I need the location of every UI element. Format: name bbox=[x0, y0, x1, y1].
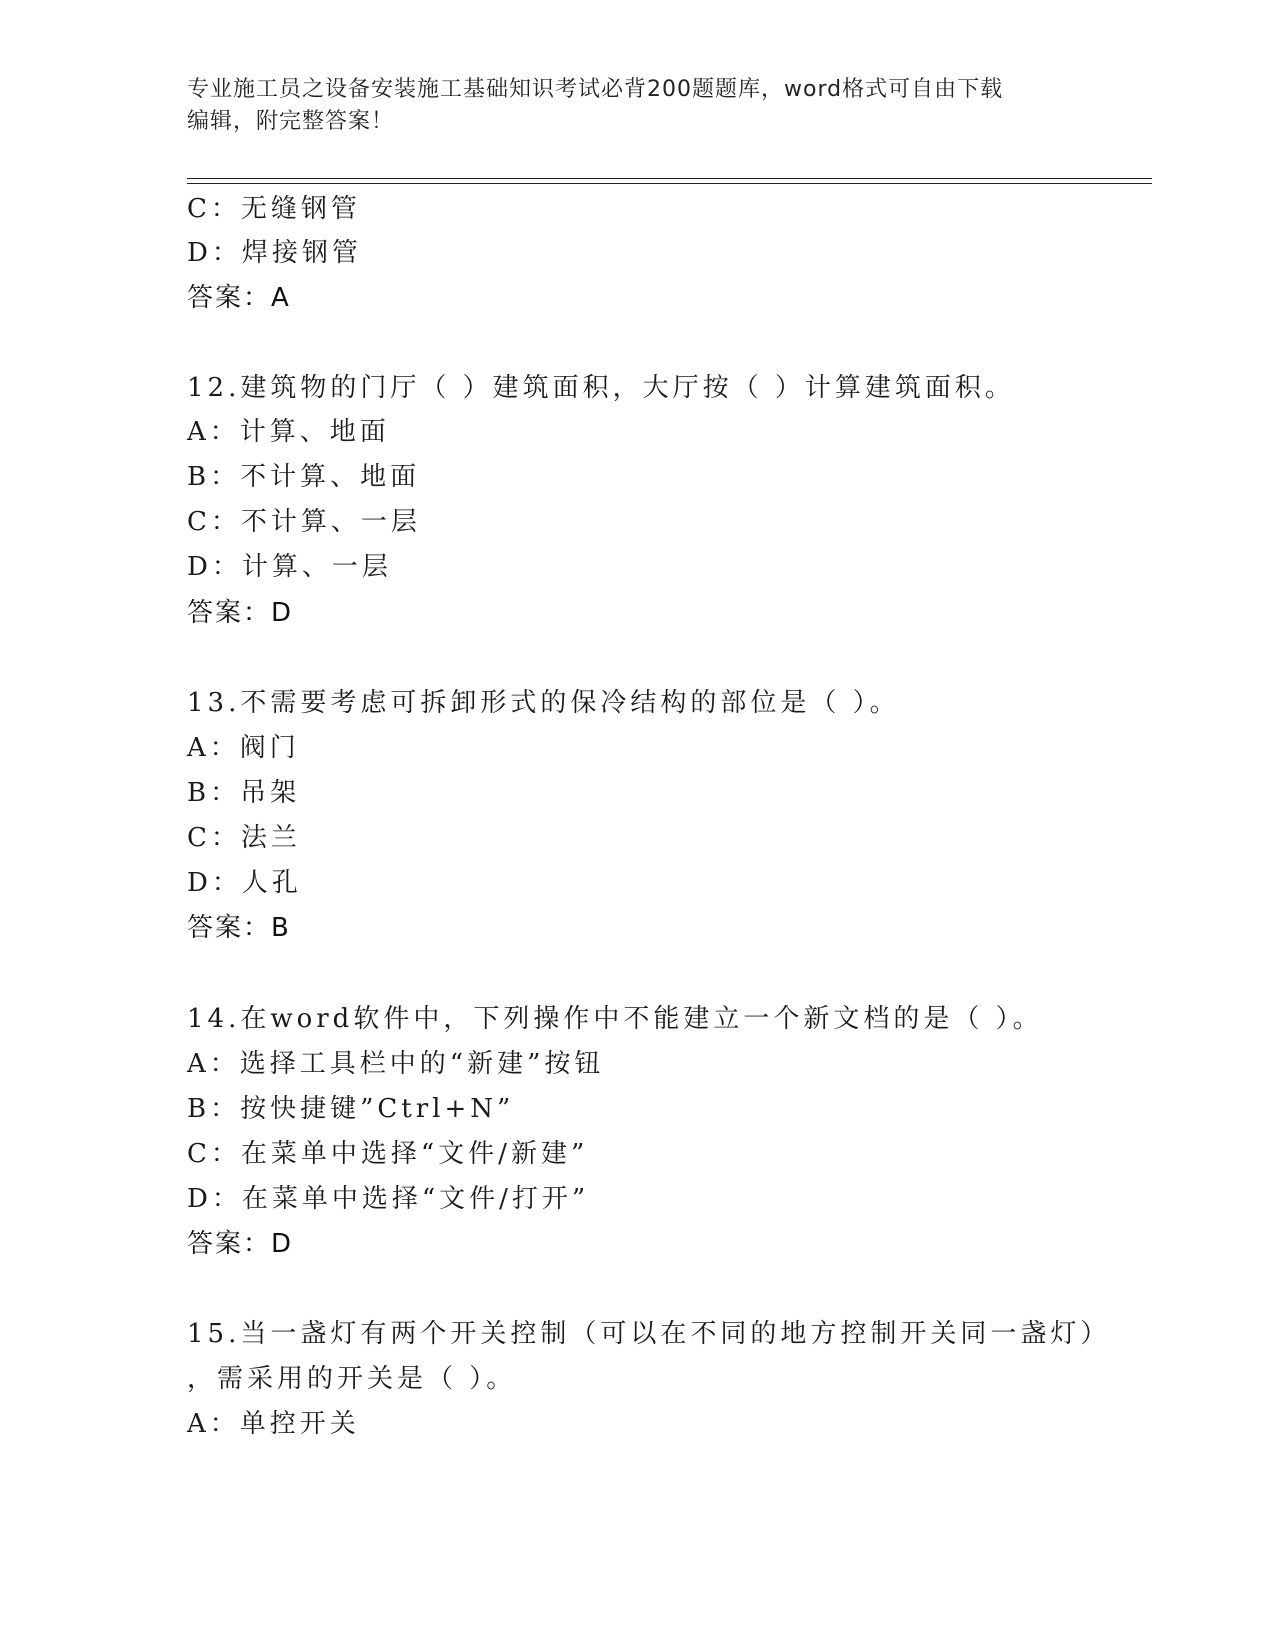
document-header bbox=[187, 74, 1087, 138]
option-c: C：在菜单中选择“文件/新建” bbox=[187, 1139, 589, 1169]
option-a: A：阀门 bbox=[187, 733, 300, 763]
question-14: 14.在word软件中，下列操作中不能建立一个新文档的是（ ）。 bbox=[187, 1004, 1043, 1034]
answer: 答案：A bbox=[187, 283, 291, 313]
answer: 答案：D bbox=[187, 1229, 294, 1259]
question-15-line-1: 15.当一盏灯有两个开关控制（可以在不同的地方控制开关同一盏灯） bbox=[187, 1319, 1111, 1349]
option-d: D：计算、一层 bbox=[187, 552, 392, 582]
question-15-line-2: ，需采用的开关是（ ）。 bbox=[187, 1364, 517, 1394]
option-b: B：不计算、地面 bbox=[187, 462, 421, 492]
option-d: D：焊接钢管 bbox=[187, 238, 362, 268]
answer: 答案：B bbox=[187, 913, 291, 943]
answer: 答案：D bbox=[187, 598, 294, 628]
header-divider-top bbox=[187, 178, 1152, 179]
option-d: D：在菜单中选择“文件/打开” bbox=[187, 1184, 590, 1214]
option-b: B：吊架 bbox=[187, 778, 301, 808]
option-a: A：选择工具栏中的“新建”按钮 bbox=[187, 1049, 605, 1079]
option-a: A：单控开关 bbox=[187, 1409, 360, 1439]
option-c: C：无缝钢管 bbox=[187, 194, 361, 224]
option-a: A：计算、地面 bbox=[187, 417, 390, 447]
option-c: C：法兰 bbox=[187, 823, 301, 853]
question-12: 12.建筑物的门厅（ ）建筑面积，大厅按（ ）计算建筑面积。 bbox=[187, 373, 1015, 403]
option-d: D：人孔 bbox=[187, 868, 302, 898]
header-title-line-2: 编辑，附完整答案！ bbox=[187, 109, 395, 134]
question-13: 13.不需要考虑可拆卸形式的保冷结构的部位是（ ）。 bbox=[187, 688, 900, 718]
header-divider-bottom bbox=[187, 183, 1152, 184]
header-title-line-1: 专业施工员之设备安装施工基础知识考试必背200题题库，word格式可自由下载 bbox=[187, 77, 1004, 102]
option-b: B：按快捷键”Ctrl+N” bbox=[187, 1094, 515, 1124]
option-c: C：不计算、一层 bbox=[187, 507, 421, 537]
